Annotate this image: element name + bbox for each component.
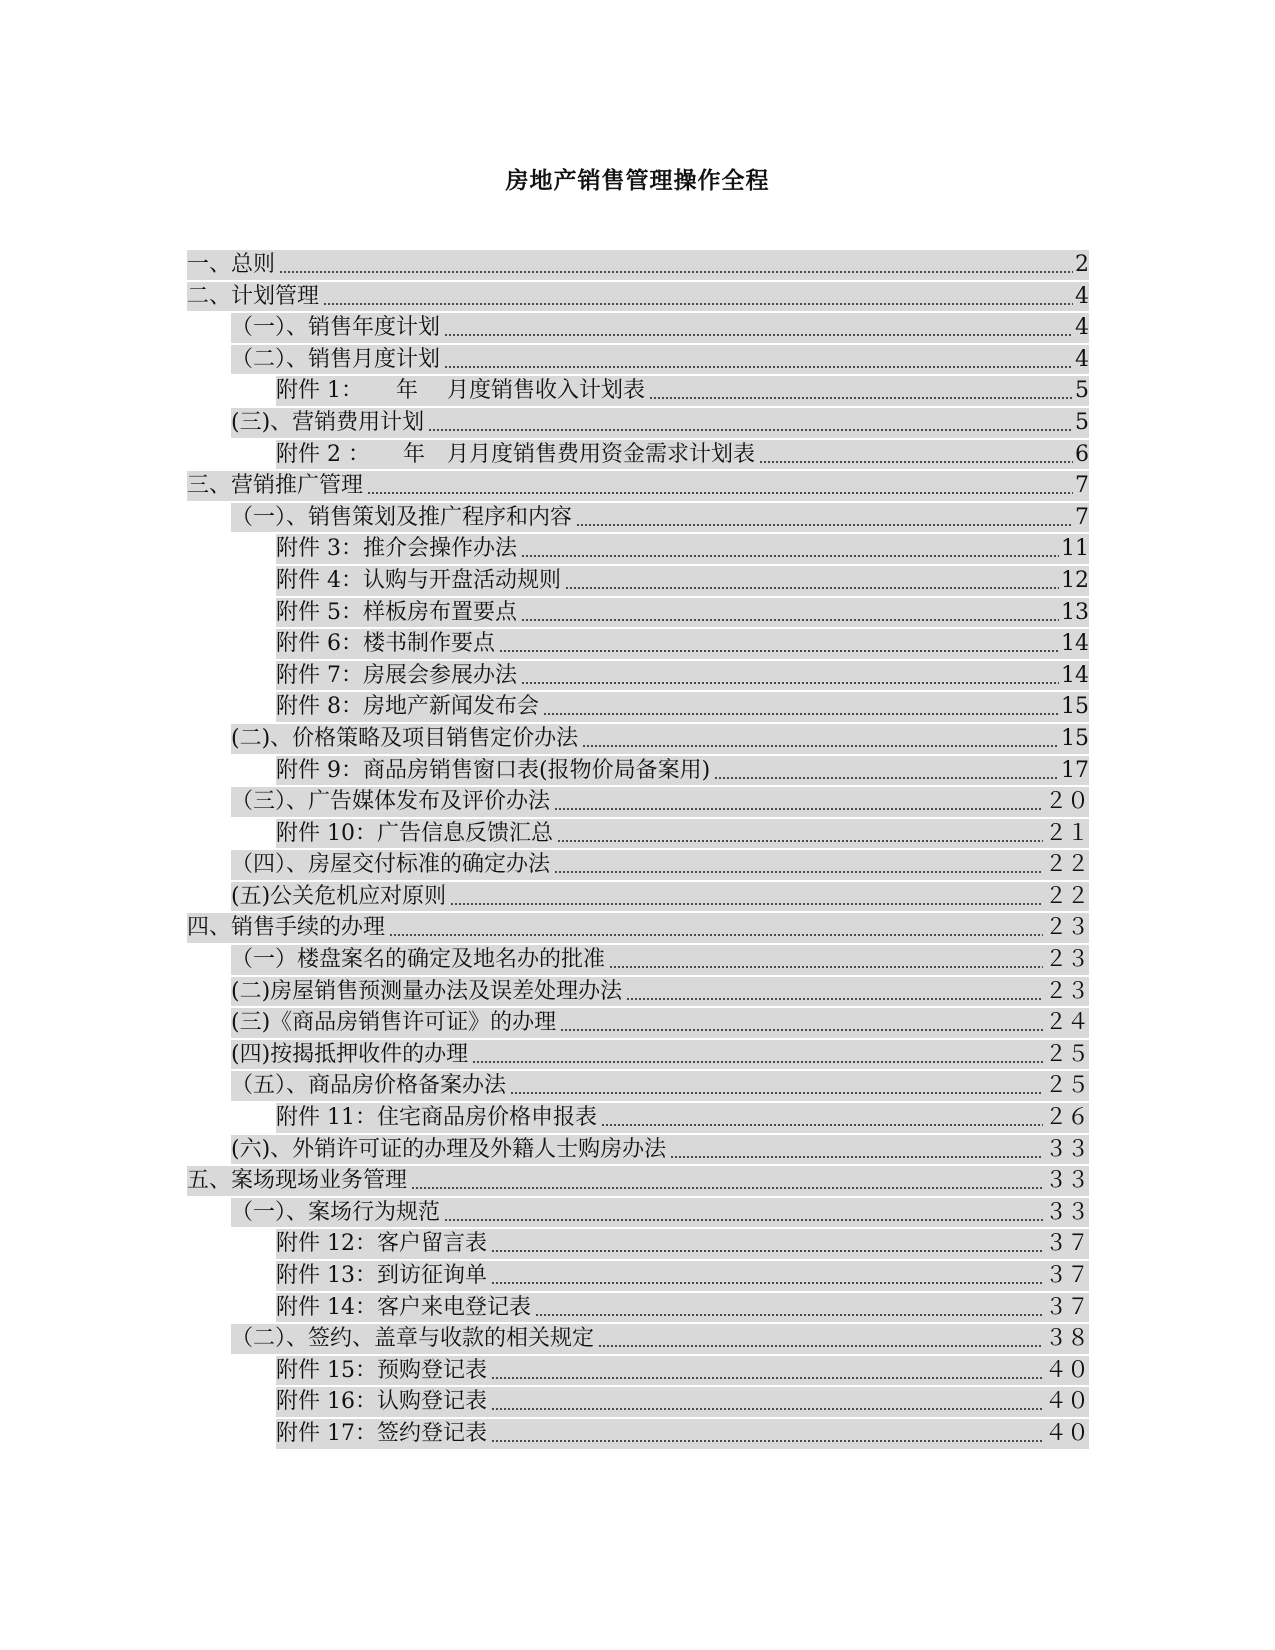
toc-entry[interactable]: [187, 755, 1089, 787]
toc-entry-label: 附件 7：房展会参展办法: [276, 662, 517, 688]
toc-entry[interactable]: [187, 1134, 1089, 1166]
toc-dot-leader: [521, 533, 1059, 565]
toc-entry-label: (四)按揭抵押收件的办理: [231, 1041, 469, 1067]
toc-page-number: ２１: [1044, 820, 1089, 846]
toc-entry[interactable]: [187, 533, 1089, 565]
toc-page-number: 4: [1075, 315, 1089, 341]
toc-entry-label: (六)、外销许可证的办理及外籍人士购房办法: [231, 1136, 667, 1162]
toc-entry-label: (三)、营销费用计划: [231, 409, 425, 435]
toc-entry[interactable]: [187, 470, 1089, 502]
toc-page-number: ２３: [1044, 915, 1089, 941]
toc-entry-label: 二、计划管理: [187, 283, 320, 309]
toc-page-number: ４０: [1044, 1389, 1089, 1415]
toc-dot-leader: [582, 723, 1059, 755]
toc-page-number: 13: [1061, 599, 1089, 625]
toc-page-number: 15: [1061, 725, 1089, 751]
toc-entry[interactable]: [187, 439, 1089, 471]
toc-entry-label: 附件 12：客户留言表: [276, 1231, 487, 1257]
toc-page-number: ２５: [1044, 1073, 1089, 1099]
toc-entry[interactable]: [187, 1165, 1089, 1197]
toc-entry[interactable]: [187, 912, 1089, 944]
toc-page-number: 7: [1075, 473, 1089, 499]
toc-entry[interactable]: [187, 881, 1089, 913]
toc-entry[interactable]: [187, 786, 1089, 818]
toc-page-number: ３３: [1044, 1136, 1089, 1162]
toc-entry-label: 附件 13：到访征询单: [276, 1263, 487, 1288]
toc-dot-leader: [598, 1323, 1043, 1355]
toc-page-number: ２０: [1044, 789, 1089, 815]
toc-entry-label: 附件 4：认购与开盘活动规则: [276, 567, 561, 593]
toc-entry-label: 附件 10：广告信息反馈汇总: [276, 820, 553, 846]
toc-page-number: 14: [1061, 662, 1089, 688]
toc-dot-leader: [323, 281, 1073, 313]
toc-entry-label: (二)房屋销售预测量办法及误差处理办法: [231, 978, 623, 1004]
toc-page-number: ２５: [1044, 1041, 1089, 1067]
toc-page-number: 7: [1075, 504, 1089, 530]
toc-entry[interactable]: [187, 344, 1089, 376]
toc-page-number: 11: [1061, 536, 1089, 562]
toc-dot-leader: [521, 660, 1059, 692]
toc-dot-leader: [714, 755, 1059, 787]
toc-entry-label: （一）、案场行为规范: [231, 1199, 441, 1225]
toc-entry[interactable]: [187, 1197, 1089, 1229]
toc-dot-leader: [367, 470, 1073, 502]
toc-page-number: ３８: [1044, 1326, 1089, 1352]
toc-entry-label: 附件 6：楼书制作要点: [276, 631, 495, 657]
toc-page-number: ３３: [1044, 1168, 1089, 1194]
toc-entry[interactable]: [187, 281, 1089, 313]
toc-page-number: 4: [1075, 283, 1089, 309]
toc-dot-leader: [491, 1260, 1043, 1292]
toc-entry-label: (三)《商品房销售许可证》的办理: [231, 1010, 557, 1036]
toc-entry-label: 附件 15：预购登记表: [276, 1357, 487, 1383]
toc-dot-leader: [279, 249, 1073, 281]
toc-entry-label: 附件 17：签约登记表: [276, 1420, 487, 1446]
toc-entry[interactable]: [187, 565, 1089, 597]
toc-dot-leader: [565, 565, 1059, 597]
toc-entry[interactable]: [187, 597, 1089, 629]
toc-dot-leader: [521, 597, 1059, 629]
toc-page-number: 2: [1075, 252, 1089, 277]
toc-entry[interactable]: [187, 312, 1089, 344]
toc-entry-label: 附件 2 ： 年 月月度销售费用资金需求计划表: [276, 441, 755, 467]
toc-entry-label: （五）、商品房价格备案办法: [231, 1073, 507, 1099]
toc-dot-leader: [601, 1102, 1043, 1134]
toc-page-number: ２６: [1044, 1105, 1089, 1131]
toc-page-number: ３７: [1044, 1294, 1089, 1320]
toc-entry-label: (二)、价格策略及项目销售定价办法: [231, 725, 579, 751]
toc-entry-label: 附件 5：样板房布置要点: [276, 599, 517, 625]
toc-entry-label: (五)公关危机应对原则: [231, 883, 447, 909]
toc-dot-leader: [609, 944, 1043, 976]
toc-entry-label: （四）、房屋交付标准的确定办法: [231, 852, 551, 878]
toc-entry[interactable]: [187, 1386, 1089, 1418]
toc-page-number: ２２: [1044, 852, 1089, 878]
toc-dot-leader: [535, 1292, 1043, 1324]
toc-entry[interactable]: [187, 660, 1089, 692]
toc-dot-leader: [557, 818, 1043, 850]
toc-dot-leader: [491, 1418, 1043, 1450]
toc-dot-leader: [389, 912, 1043, 944]
toc-dot-leader: [499, 628, 1059, 660]
toc-page-number: 4: [1075, 346, 1089, 372]
toc-entry-label: （一）、销售年度计划: [231, 315, 441, 341]
toc-entry-label: （二）、销售月度计划: [231, 346, 441, 372]
toc-entry[interactable]: [187, 818, 1089, 850]
toc-page-number: ２２: [1044, 883, 1089, 909]
toc-page-number: ２３: [1044, 947, 1089, 973]
toc-dot-leader: [491, 1386, 1043, 1418]
toc-entry[interactable]: [187, 249, 1089, 281]
toc-entry-label: （一）、销售策划及推广程序和内容: [231, 504, 573, 530]
document-title: 房地产销售管理操作全程: [505, 167, 770, 194]
toc-entry[interactable]: [187, 375, 1089, 407]
toc-page-number: ２４: [1044, 1010, 1089, 1036]
toc-entry[interactable]: [187, 407, 1089, 439]
toc-page-number: 5: [1075, 409, 1089, 435]
toc-dot-leader: [560, 1007, 1043, 1039]
toc-entry-label: 附件 16：认购登记表: [276, 1389, 487, 1415]
toc-dot-leader: [411, 1165, 1043, 1197]
toc-entry[interactable]: [187, 1228, 1089, 1260]
toc-entry[interactable]: [187, 1102, 1089, 1134]
toc-entry-label: （三）、广告媒体发布及评价办法: [231, 789, 551, 815]
toc-dot-leader: [450, 881, 1043, 913]
toc-page-number: 5: [1075, 378, 1089, 404]
toc-entry-label: 一、总则: [187, 252, 276, 277]
toc-page-number: ４０: [1044, 1420, 1089, 1446]
table-of-contents: [187, 249, 1089, 1450]
toc-dot-leader: [649, 375, 1073, 407]
toc-dot-leader: [491, 1228, 1043, 1260]
toc-page-number: ３７: [1044, 1263, 1089, 1288]
toc-dot-leader: [576, 502, 1073, 534]
toc-dot-leader: [543, 691, 1059, 723]
toc-page-number: 14: [1061, 631, 1089, 657]
toc-page-number: ４０: [1044, 1357, 1089, 1383]
toc-entry[interactable]: [187, 1039, 1089, 1071]
toc-dot-leader: [554, 786, 1043, 818]
toc-dot-leader: [491, 1355, 1043, 1387]
toc-dot-leader: [444, 344, 1073, 376]
toc-dot-leader: [554, 849, 1043, 881]
toc-entry[interactable]: [187, 691, 1089, 723]
toc-entry[interactable]: [187, 1418, 1089, 1450]
toc-entry[interactable]: [187, 944, 1089, 976]
toc-page-number: 15: [1061, 694, 1089, 720]
toc-page-number: ３７: [1044, 1231, 1089, 1257]
toc-entry-label: 四、销售手续的办理: [187, 915, 386, 941]
toc-entry[interactable]: [187, 976, 1089, 1008]
toc-entry[interactable]: [187, 849, 1089, 881]
toc-entry-label: 三、营销推广管理: [187, 473, 364, 499]
toc-entry[interactable]: [187, 628, 1089, 660]
toc-page-number: ２３: [1044, 978, 1089, 1004]
toc-page-number: 17: [1061, 757, 1089, 783]
toc-entry-label: 附件 1： 年 月度销售收入计划表: [276, 378, 645, 404]
toc-entry-label: 附件 3：推介会操作办法: [276, 536, 517, 562]
toc-page-number: 6: [1075, 441, 1089, 467]
toc-entry[interactable]: [187, 1260, 1089, 1292]
toc-entry[interactable]: [187, 1292, 1089, 1324]
toc-entry[interactable]: [187, 723, 1089, 755]
toc-dot-leader: [472, 1039, 1043, 1071]
toc-entry[interactable]: [187, 1070, 1089, 1102]
toc-dot-leader: [626, 976, 1043, 1008]
toc-dot-leader: [428, 407, 1073, 439]
toc-entry[interactable]: [187, 502, 1089, 534]
toc-dot-leader: [444, 312, 1073, 344]
toc-entry[interactable]: [187, 1323, 1089, 1355]
toc-entry-label: （二）、签约、盖章与收款的相关规定: [231, 1326, 595, 1352]
toc-entry-label: （一）楼盘案名的确定及地名办的批准: [231, 947, 606, 973]
toc-entry-label: 附件 9：商品房销售窗口表(报物价局备案用): [276, 757, 711, 783]
toc-dot-leader: [510, 1070, 1043, 1102]
toc-entry-label: 附件 8：房地产新闻发布会: [276, 694, 539, 720]
toc-dot-leader: [759, 439, 1073, 471]
toc-page-number: 12: [1061, 567, 1089, 593]
toc-page-number: ３３: [1044, 1199, 1089, 1225]
toc-entry-label: 附件 14：客户来电登记表: [276, 1294, 531, 1320]
toc-entry[interactable]: [187, 1355, 1089, 1387]
toc-dot-leader: [670, 1134, 1043, 1166]
toc-dot-leader: [444, 1197, 1043, 1229]
toc-entry[interactable]: [187, 1007, 1089, 1039]
toc-entry-label: 附件 11：住宅商品房价格申报表: [276, 1105, 597, 1131]
toc-entry-label: 五、案场现场业务管理: [187, 1168, 408, 1194]
